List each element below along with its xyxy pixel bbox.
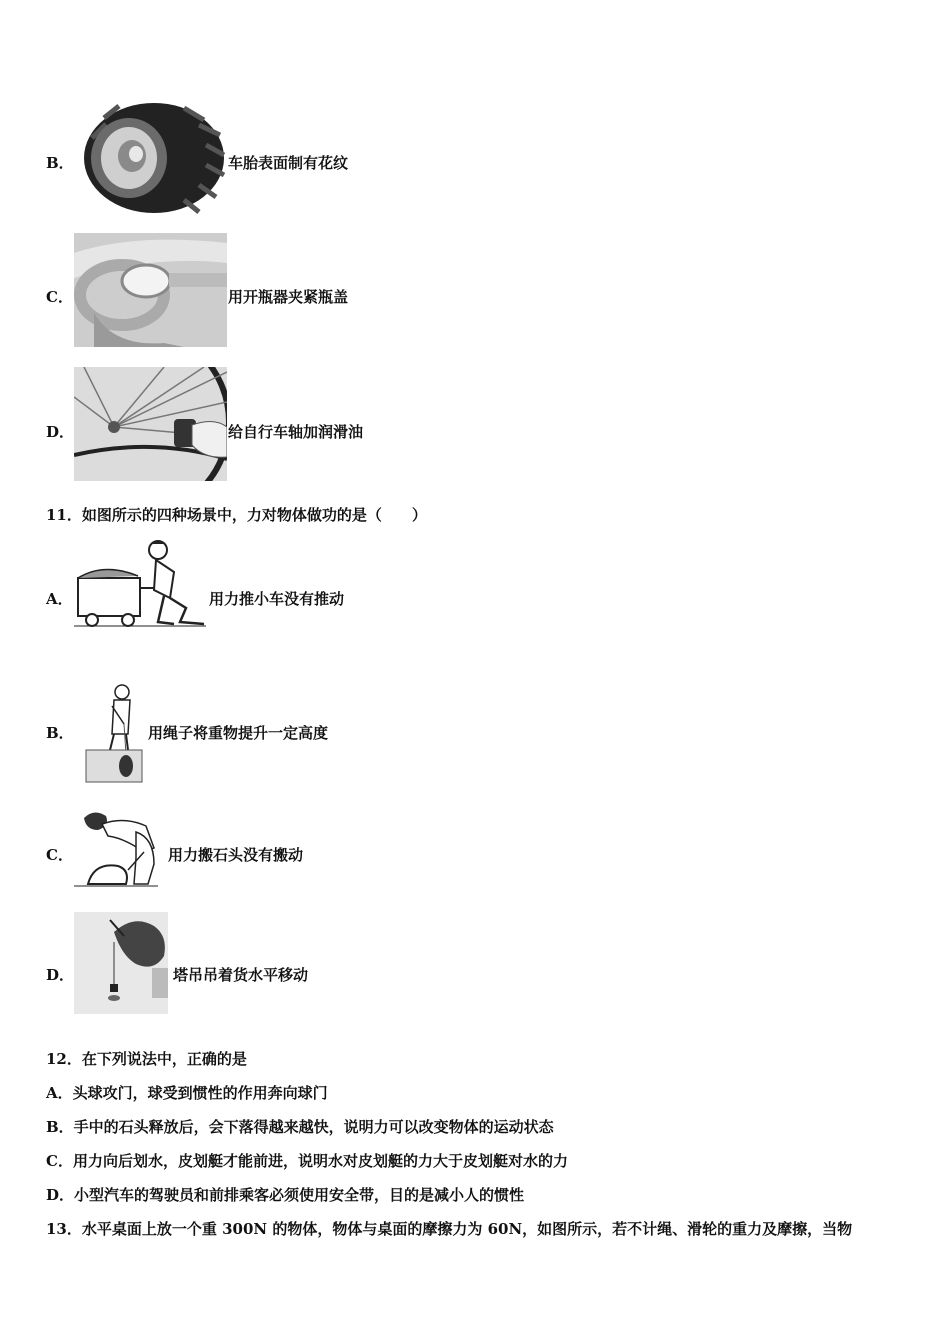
lift-rock-image	[74, 808, 158, 888]
option-text: 塔吊吊着货水平移动	[173, 966, 309, 984]
choice-text: B．手中的石头释放后，会下落得越来越快，说明力可以改变物体的运动状态	[46, 1118, 554, 1136]
option-label: D．	[46, 423, 75, 441]
choice-text: D．小型汽车的驾驶员和前排乘客必须使用安全带，目的是减小人的惯性	[46, 1186, 525, 1204]
option-label: B．	[46, 154, 74, 172]
option-text: 用力搬石头没有搬动	[168, 846, 304, 864]
option-text: 用绳子将重物提升一定高度	[148, 724, 329, 742]
tire-image	[74, 100, 226, 216]
option-label: A．	[46, 590, 73, 608]
option-text: 车胎表面制有花纹	[228, 154, 349, 172]
bottle-opener-image	[74, 233, 227, 347]
option-text: 用力推小车没有推动	[209, 590, 345, 608]
option-text: 用开瓶器夹紧瓶盖	[228, 288, 349, 306]
lift-weight-image	[84, 684, 144, 784]
option-label: C．	[46, 846, 73, 864]
tower-crane-image	[74, 912, 168, 1014]
push-cart-image	[74, 538, 206, 628]
question-stem: 13．水平桌面上放一个重 300N 的物体，物体与桌面的摩擦力为 60N，如图所示，若不计绳、滑轮的重力及摩擦，当物	[46, 1220, 853, 1238]
option-label: C．	[46, 288, 73, 306]
question-stem: 12．在下列说法中，正确的是	[46, 1050, 247, 1068]
bicycle-wheel-image	[74, 367, 227, 481]
option-label: B．	[46, 724, 74, 742]
option-label: D．	[46, 966, 75, 984]
choice-text: A．头球攻门，球受到惯性的作用奔向球门	[46, 1084, 328, 1102]
choice-text: C．用力向后划水，皮划艇才能前进，说明水对皮划艇的力大于皮划艇对水的力	[46, 1152, 568, 1170]
option-text: 给自行车轴加润滑油	[228, 423, 364, 441]
question-stem: 11．如图所示的四种场景中，力对物体做功的是（ ）	[46, 506, 427, 524]
